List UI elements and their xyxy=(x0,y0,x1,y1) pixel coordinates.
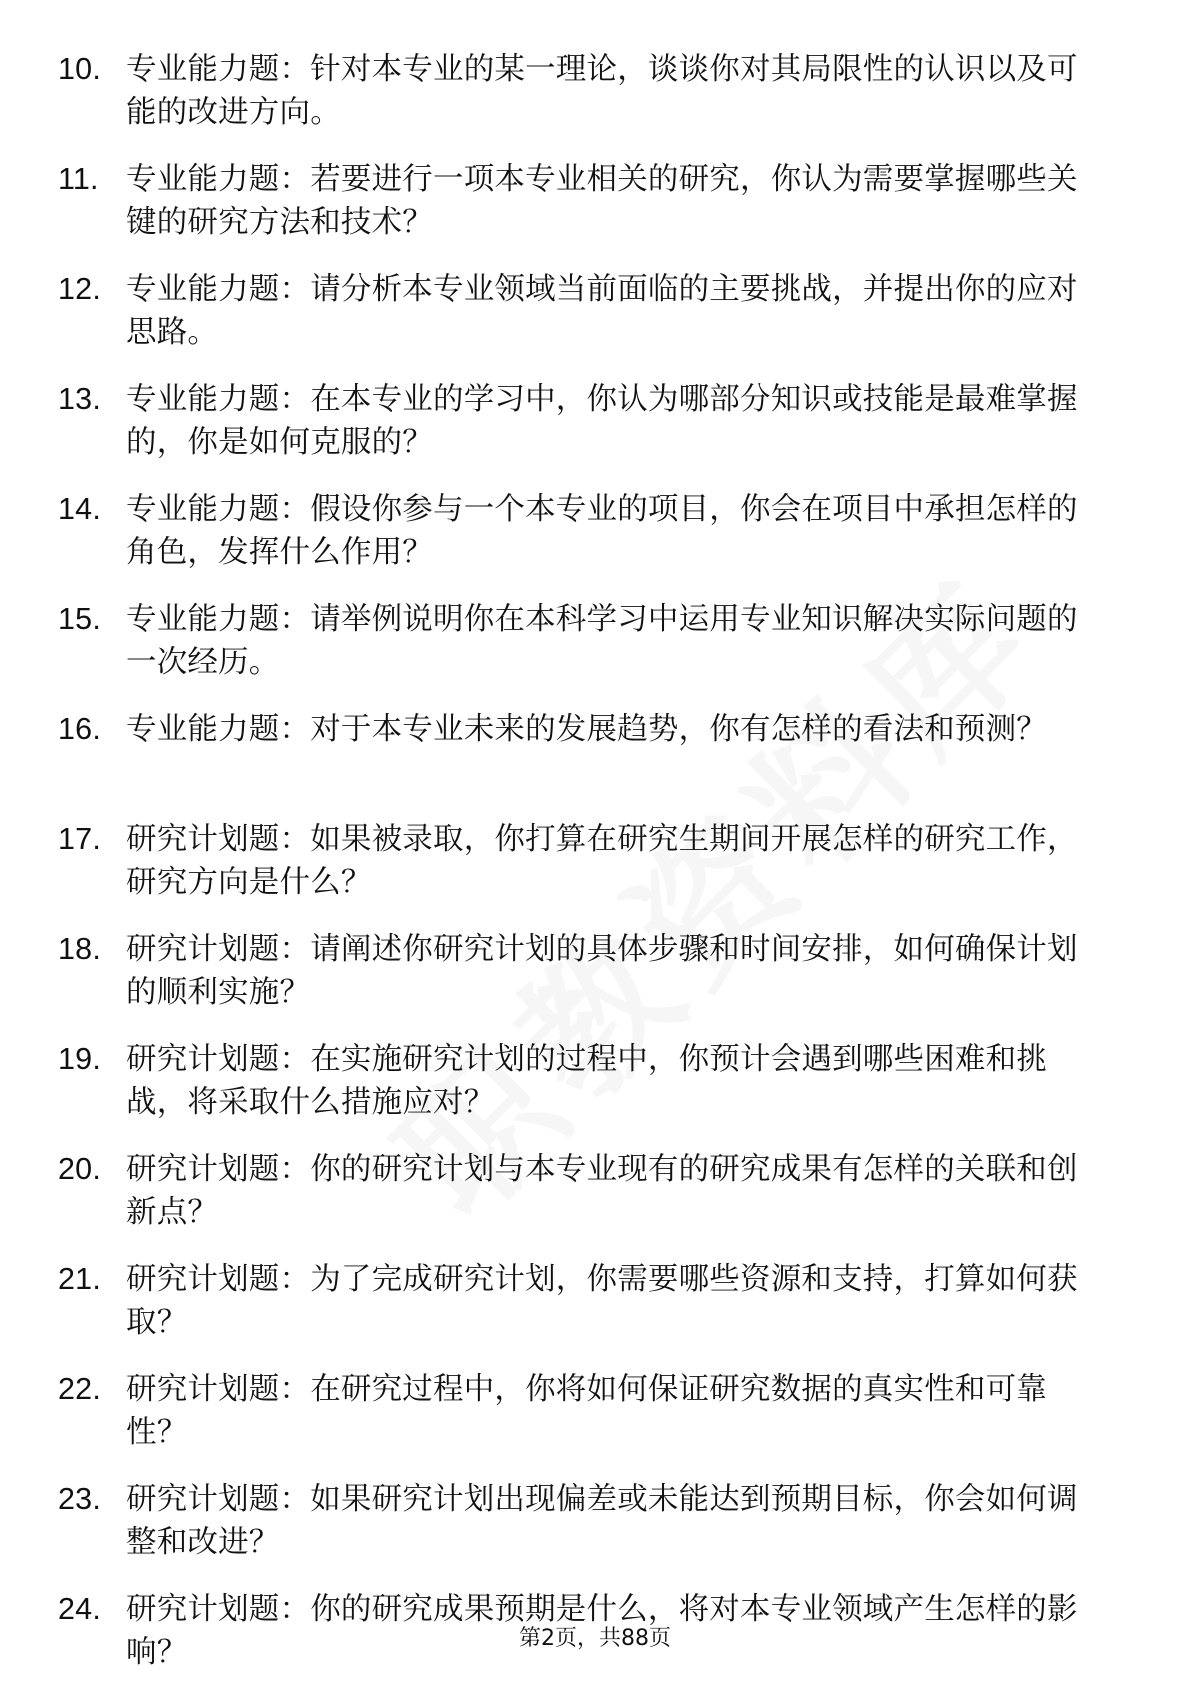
question-item xyxy=(58,818,1098,904)
question-category: 专业能力题： xyxy=(126,162,311,197)
question-text: 你的研究成果预期是什么，将对本专业领域产生怎样的影响？ xyxy=(126,1592,1078,1670)
question-text: 对于本专业未来的发展趋势，你有怎样的看法和预测？ xyxy=(310,712,1048,747)
question-category: 专业能力题： xyxy=(126,492,311,527)
question-text: 你的研究计划与本专业现有的研究成果有怎样的关联和创新点？ xyxy=(126,1152,1078,1230)
question-category: 专业能力题： xyxy=(126,382,311,417)
question-item xyxy=(58,488,1098,574)
question-number: 18. xyxy=(58,932,101,966)
question-item xyxy=(58,48,1098,134)
question-number: 16. xyxy=(58,712,101,746)
question-item xyxy=(58,158,1098,244)
question-text: 在研究过程中，你将如何保证研究数据的真实性和可靠性？ xyxy=(126,1372,1048,1450)
question-category: 研究计划题： xyxy=(126,1372,311,1407)
question-number: 20. xyxy=(58,1152,101,1186)
question-category: 专业能力题： xyxy=(126,52,311,87)
question-category: 专业能力题： xyxy=(126,602,311,637)
question-category: 研究计划题： xyxy=(126,1042,311,1077)
question-number: 23. xyxy=(58,1482,101,1516)
question-category: 研究计划题： xyxy=(126,1262,311,1297)
question-category: 研究计划题： xyxy=(126,1482,311,1517)
question-item xyxy=(58,1148,1098,1234)
question-text: 请举例说明你在本科学习中运用专业知识解决实际问题的一次经历。 xyxy=(126,602,1078,680)
question-number: 14. xyxy=(58,492,101,526)
question-category: 专业能力题： xyxy=(126,712,311,747)
question-text: 假设你参与一个本专业的项目，你会在项目中承担怎样的角色，发挥什么作用？ xyxy=(126,492,1078,570)
question-number: 11. xyxy=(58,162,99,196)
question-number: 13. xyxy=(58,382,101,416)
question-category: 研究计划题： xyxy=(126,822,311,857)
question-text: 如果被录取，你打算在研究生期间开展怎样的研究工作，研究方向是什么？ xyxy=(126,822,1078,900)
question-text: 请阐述你研究计划的具体步骤和时间安排，如何确保计划的顺利实施？ xyxy=(126,932,1078,1010)
question-text: 在实施研究计划的过程中，你预计会遇到哪些困难和挑战，将采取什么措施应对？ xyxy=(126,1042,1048,1120)
question-category: 研究计划题： xyxy=(126,1152,311,1187)
question-item xyxy=(58,1478,1098,1564)
question-number: 15. xyxy=(58,602,101,636)
question-text: 在本专业的学习中，你认为哪部分知识或技能是最难掌握的，你是如何克服的？ xyxy=(126,382,1078,460)
page-footer: 第2页，共88页 xyxy=(519,1626,671,1651)
question-number: 22. xyxy=(58,1372,101,1406)
question-number: 12. xyxy=(58,272,101,306)
question-list xyxy=(58,48,1098,1698)
question-item xyxy=(58,1258,1098,1344)
question-item xyxy=(58,708,1098,794)
question-text: 如果研究计划出现偏差或未能达到预期目标，你会如何调整和改进？ xyxy=(126,1482,1078,1560)
question-text: 针对本专业的某一理论，谈谈你对其局限性的认识以及可能的改进方向。 xyxy=(126,52,1078,130)
question-item xyxy=(58,928,1098,1014)
question-item xyxy=(58,268,1098,354)
question-item xyxy=(58,598,1098,684)
question-number: 19. xyxy=(58,1042,101,1076)
question-category: 研究计划题： xyxy=(126,932,311,967)
question-number: 10. xyxy=(58,52,101,86)
question-category: 专业能力题： xyxy=(126,272,311,307)
question-text: 若要进行一项本专业相关的研究，你认为需要掌握哪些关键的研究方法和技术？ xyxy=(126,162,1078,240)
question-number: 24. xyxy=(58,1592,101,1626)
question-item xyxy=(58,1038,1098,1124)
question-item xyxy=(58,1368,1098,1454)
question-number: 21. xyxy=(58,1262,101,1296)
question-number: 17. xyxy=(58,822,101,856)
question-text: 请分析本专业领域当前面临的主要挑战，并提出你的应对思路。 xyxy=(126,272,1078,350)
question-item xyxy=(58,378,1098,464)
question-text: 为了完成研究计划，你需要哪些资源和支持，打算如何获取？ xyxy=(126,1262,1078,1340)
question-category: 研究计划题： xyxy=(126,1592,311,1627)
